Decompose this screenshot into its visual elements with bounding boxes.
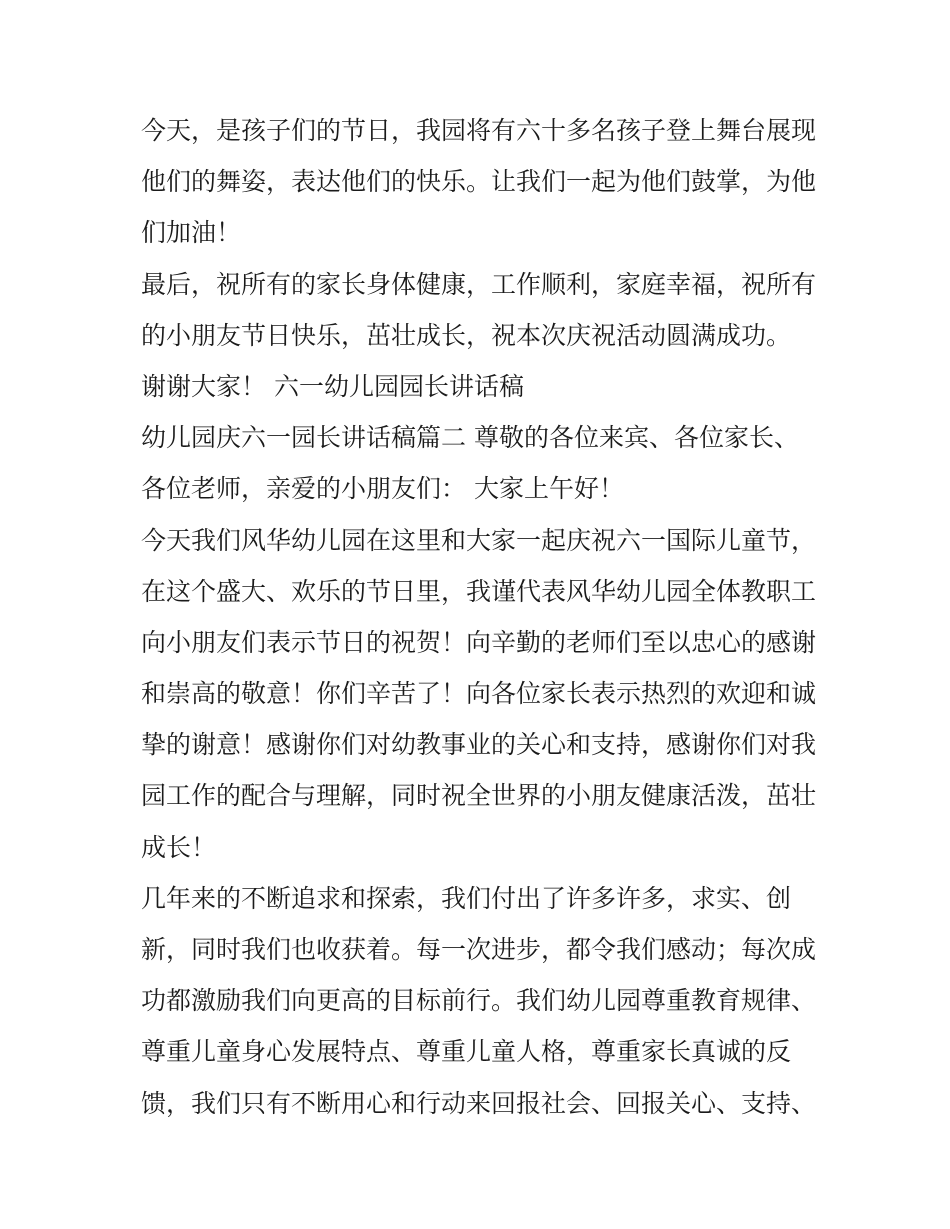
text-line: 最后，祝所有的家长身体健康，工作顺利，家庭幸福，祝所有 (141, 269, 817, 299)
text-line: 园工作的配合与理解，同时祝全世界的小朋友健康活泼，茁壮 (141, 781, 817, 811)
text-line: 们加油！ (141, 218, 242, 248)
text-line: 馈，我们只有不断用心和行动来回报社会、回报关心、支持、 (141, 1088, 817, 1118)
text-line: 今天，是孩子们的节日，我园将有六十多名孩子登上舞台展现 (141, 116, 817, 145)
text-line: 向小朋友们表示节日的祝贺！向辛勤的老师们至以忠心的感谢 (141, 627, 817, 657)
text-line: 功都激励我们向更高的目标前行。我们幼儿园尊重教育规律、 (141, 986, 817, 1016)
text-line: 幼儿园庆六一园长讲话稿篇二 尊敬的各位来宾、各位家长、 (141, 423, 799, 453)
text-line: 挚的谢意！感谢你们对幼教事业的关心和支持，感谢你们对我 (141, 730, 817, 760)
text-line: 尊重儿童身心发展特点、尊重儿童人格，尊重家长真诚的反 (141, 1037, 792, 1067)
text-line: 各位老师，亲爱的小朋友们： 大家上午好！ (141, 474, 624, 504)
document-body (141, 105, 821, 1129)
text-line: 谢谢大家！ 六一幼儿园园长讲话稿 (141, 371, 524, 401)
text-line: 几年来的不断追求和探索，我们付出了许多许多，求实、创 (141, 883, 792, 913)
text-line: 新，同时我们也收获着。每一次进步，都令我们感动；每次成 (141, 935, 817, 964)
text-line: 今天我们风华幼儿园在这里和大家一起庆祝六一国际儿童节， (141, 525, 817, 555)
text-line: 的小朋友节日快乐，茁壮成长，祝本次庆祝活动圆满成功。 (141, 320, 792, 350)
text-line: 和崇高的敬意！你们辛苦了！向各位家长表示热烈的欢迎和诚 (141, 679, 817, 709)
text-line: 成长！ (141, 832, 217, 862)
text-line: 他们的舞姿，表达他们的快乐。让我们一起为他们鼓掌，为他 (141, 167, 817, 197)
text-line: 在这个盛大、欢乐的节日里，我谨代表风华幼儿园全体教职工 (141, 576, 817, 606)
